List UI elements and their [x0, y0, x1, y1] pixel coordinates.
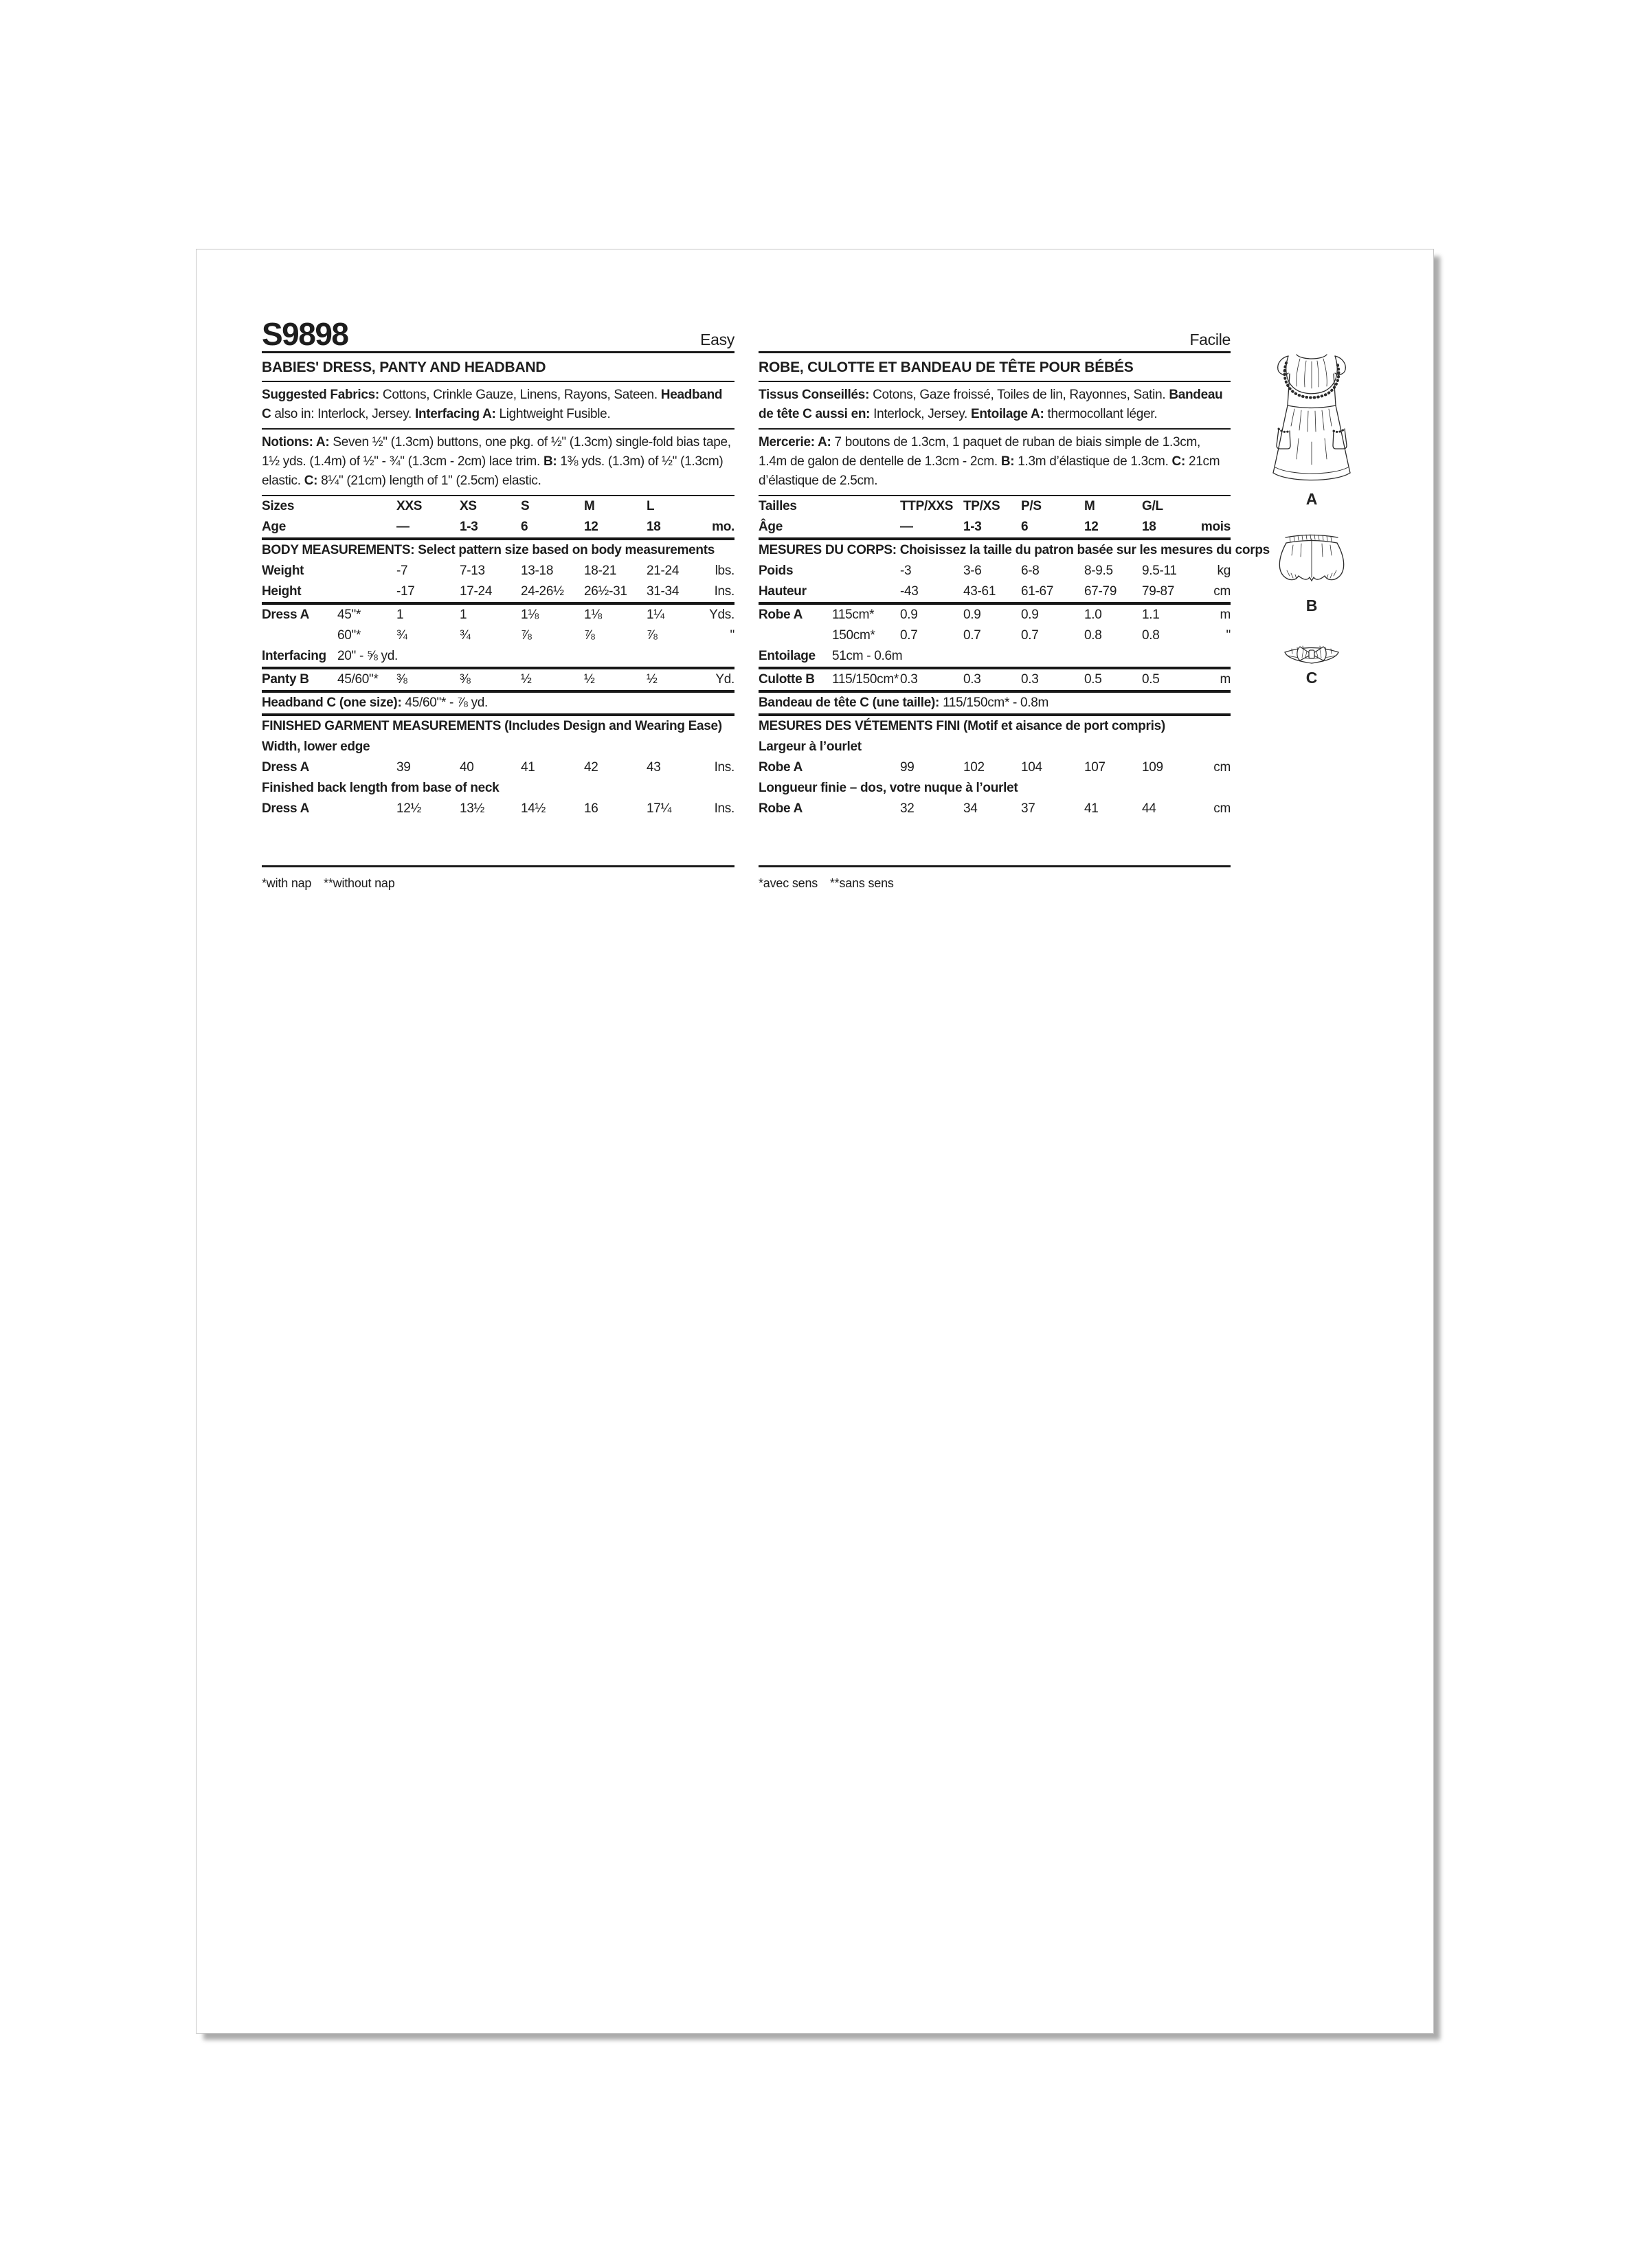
table-cell: 31-34	[647, 584, 680, 599]
text-segment: 21cm d’élastique de 2.5cm.	[759, 454, 1220, 488]
table-cell: -3	[900, 564, 912, 578]
table-cell: 0.3	[963, 672, 981, 687]
table-cell: 42	[584, 760, 598, 775]
table-cell: 51cm - 0.6m	[832, 649, 903, 663]
table-cell: 24-26½	[521, 584, 564, 599]
table-heading-longueur-finie	[759, 778, 1231, 799]
notions-paragraph	[262, 430, 734, 496]
table-row-hauteur	[759, 581, 1231, 602]
table-cell: kg	[1217, 564, 1231, 578]
text-segment: 1⅜ yds. (1.3m) of ½" (1.3cm) elastic.	[262, 454, 723, 488]
table-cell: 45/60"*	[337, 672, 379, 687]
table-cell: 60"*	[337, 628, 361, 643]
table-heading-finished-garment	[262, 716, 734, 737]
table-cell: 45"*	[337, 608, 361, 622]
text-segment: 7 boutons de 1.3cm, 1 paquet de ruban de biais simple de 1.3cm, 1.4m de galon de dentelle de 1.3cm - 2cm.	[759, 435, 1200, 469]
table-row-tailles	[759, 496, 1231, 517]
table-cell: 99	[900, 760, 915, 775]
table-cell: MESURES DU CORPS: Choisissez la taille du patron basée sur les mesures du corps	[759, 543, 1270, 557]
headband-c-label: C	[1305, 669, 1318, 687]
table-row-bandeau-c	[759, 693, 1231, 713]
table-row-weight	[262, 561, 734, 581]
table-cell: ⅜	[460, 672, 471, 687]
table-cell: 43-61	[963, 584, 996, 599]
table-cell: M	[1084, 499, 1095, 513]
table-cell: Yds.	[709, 608, 734, 622]
table-cell: -43	[900, 584, 919, 599]
table-cell: 1	[460, 608, 467, 622]
table-cell: TP/XS	[963, 499, 1000, 513]
table-row-poids	[759, 561, 1231, 581]
table-cell: 0.7	[900, 628, 918, 643]
table-cell: Robe A	[759, 608, 803, 622]
table-cell: Dress A	[262, 760, 310, 775]
table-cell: Age	[262, 520, 286, 534]
table-cell: 61-67	[1021, 584, 1054, 599]
table-cell: Height	[262, 584, 302, 599]
table-cell: G/L	[1142, 499, 1163, 513]
table-row-robe-a-longueur	[759, 799, 1231, 819]
table-row-robe-a-largeur	[759, 757, 1231, 778]
table-row-culotte-b	[759, 669, 1231, 690]
text-segment: Entoilage A:	[970, 407, 1044, 421]
table-cell: 0.5	[1084, 672, 1102, 687]
table-cell: 17¼	[647, 801, 672, 816]
table-cell: 1¼	[647, 608, 664, 622]
garment-title-en: BABIES' DRESS, PANTY AND HEADBAND	[262, 353, 734, 382]
table-cell: M	[584, 499, 595, 513]
table-cell: 0.8	[1084, 628, 1102, 643]
difficulty-label-en: Easy	[700, 331, 734, 348]
table-cell: Longueur finie – dos, votre nuque à l’ourlet	[759, 781, 1018, 795]
table-heading-mesures-du-corps	[759, 540, 1270, 561]
table-heading-largeur-ourlet	[759, 737, 1231, 757]
text-segment: Interfacing A:	[414, 407, 496, 421]
table-cell: 44	[1142, 801, 1156, 816]
table-row-entoilage	[759, 646, 1231, 667]
table-cell: 41	[521, 760, 535, 775]
table-cell: ⅞	[647, 628, 658, 643]
table-cell: 3-6	[963, 564, 982, 578]
table-cell: 39	[396, 760, 411, 775]
table-cell: L	[647, 499, 655, 513]
table-cell: mo.	[712, 520, 734, 534]
table-cell: 6-8	[1021, 564, 1040, 578]
table-cell: Dress A	[262, 801, 310, 816]
table-cell: 102	[963, 760, 985, 775]
table-cell: ⅞	[584, 628, 595, 643]
table-cell: 21-24	[647, 564, 680, 578]
table-cell: 104	[1021, 760, 1042, 775]
garment-illustrations	[1246, 249, 1377, 944]
pattern-number: S9898	[262, 316, 348, 352]
table-cell: 6	[1021, 520, 1029, 534]
table-row-dress-a-45	[262, 605, 734, 625]
table-cell: cm	[1213, 584, 1231, 599]
table-cell: 0.3	[1021, 672, 1039, 687]
table-cell: 115/150cm*	[832, 672, 899, 687]
table-cell: —	[900, 520, 913, 534]
table-cell: 9.5-11	[1142, 564, 1177, 578]
english-column	[262, 316, 734, 890]
table-row-age-fr	[759, 517, 1231, 537]
table-cell: Finished back length from base of neck	[262, 781, 500, 795]
table-cell: TTP/XXS	[900, 499, 954, 513]
table-heading-mesures-vetements	[759, 716, 1231, 737]
text-segment: Interlock, Jersey.	[870, 407, 971, 421]
table-cell: 1	[396, 608, 404, 622]
table-cell: Width, lower edge	[262, 740, 370, 754]
table-cell: 115cm*	[832, 608, 875, 622]
table-cell: m	[1220, 672, 1231, 687]
table-cell: Dress A	[262, 608, 310, 622]
table-cell: 12½	[396, 801, 422, 816]
table-cell: Robe A	[759, 801, 803, 816]
table-row-dress-a-60	[262, 625, 734, 646]
table-row-panty-b	[262, 669, 734, 690]
table-cell: 20" - ⅝ yd.	[337, 649, 398, 663]
table-cell: 67-79	[1084, 584, 1117, 599]
table-cell: ½	[584, 672, 595, 687]
table-cell: 43	[647, 760, 661, 775]
text-segment: Notions: A:	[262, 435, 330, 449]
text-segment: also in: Interlock, Jersey.	[271, 407, 415, 421]
table-cell: 0.3	[900, 672, 918, 687]
text-segment: 45/60"* - ⅞ yd.	[405, 696, 489, 710]
table-heading-width-lower-edge	[262, 737, 734, 757]
table-cell: Tailles	[759, 499, 797, 513]
table-cell: Hauteur	[759, 584, 807, 599]
table-cell: Weight	[262, 564, 304, 578]
table-cell: lbs.	[715, 564, 734, 578]
table-row-height	[262, 581, 734, 602]
table-cell: 107	[1084, 760, 1106, 775]
table-cell: XS	[460, 499, 477, 513]
table-row-sizes	[262, 496, 734, 517]
table-cell: 13-18	[521, 564, 554, 578]
text-segment: thermocollant léger.	[1044, 407, 1158, 421]
table-cell: 0.5	[1142, 672, 1160, 687]
table-row-robe-a-115	[759, 605, 1231, 625]
table-cell: 16	[584, 801, 598, 816]
table-cell: Âge	[759, 520, 783, 534]
text-segment: 8¼" (21cm) length of 1" (2.5cm) elastic.	[317, 474, 541, 488]
table-cell: Poids	[759, 564, 794, 578]
text-segment: Bandeau de tête C (une taille):	[759, 696, 943, 710]
table-row-dress-a-length	[262, 799, 734, 819]
table-cell: P/S	[1021, 499, 1042, 513]
table-row-age	[262, 517, 734, 537]
table-cell: 32	[900, 801, 915, 816]
text-segment: B:	[1000, 454, 1015, 469]
table-cell: Entoilage	[759, 649, 816, 663]
text-segment: Seven ½" (1.3cm) buttons, one pkg. of ½" (1.3cm) single-fold bias tape, 1½ yds. (1.4m) of ½" - ¾" (1.3cm - 2cm) lace trim.	[262, 435, 731, 469]
table-cell: Largeur à l’ourlet	[759, 740, 862, 754]
table-cell: 109	[1142, 760, 1163, 775]
text-segment: 1.3m d’élastique de 1.3cm.	[1014, 454, 1172, 469]
text-segment: C:	[304, 474, 318, 488]
header-row-fr	[759, 318, 1231, 353]
table-row-dress-a-width	[262, 757, 734, 778]
table-cell: —	[396, 520, 410, 534]
text-segment: Cottons, Crinkle Gauze, Linens, Rayons, Sateen.	[379, 388, 661, 402]
table-cell: 40	[460, 760, 474, 775]
text-segment: Lightweight Fusible.	[495, 407, 611, 421]
table-heading-body-measurements	[262, 540, 734, 561]
table-cell: Robe A	[759, 760, 803, 775]
table-cell: 12	[1084, 520, 1099, 534]
dress-a-illustration	[1253, 348, 1370, 489]
table-cell: ¾	[396, 628, 407, 643]
pattern-envelope-back-page	[196, 249, 1434, 2034]
table-cell: XXS	[396, 499, 423, 513]
garment-title-fr: ROBE, CULOTTE ET BANDEAU DE TÊTE POUR BÉBÉS	[759, 353, 1231, 382]
text-segment: 115/150cm* - 0.8m	[943, 696, 1049, 710]
text-segment: Headband C (one size):	[262, 696, 405, 710]
french-column	[759, 318, 1270, 890]
table-cell: Sizes	[262, 499, 295, 513]
text-segment: Mercerie: A:	[759, 435, 831, 449]
table-cell: BODY MEASUREMENTS: Select pattern size based on body measurements	[262, 543, 715, 557]
table-heading-back-length	[262, 778, 734, 799]
footnote-fr: *avec sens **sans sens	[759, 865, 1231, 893]
table-cell: MESURES DES VÉTEMENTS FINI (Motif et aisance de port compris)	[759, 719, 1165, 733]
table-cell: 150cm*	[832, 628, 875, 643]
table-cell: 14½	[521, 801, 546, 816]
table-cell: 0.7	[963, 628, 981, 643]
table-cell: 18	[1142, 520, 1156, 534]
mercerie-paragraph	[759, 430, 1231, 496]
panty-b-illustration	[1270, 528, 1353, 591]
table-cell: cm	[1213, 801, 1231, 816]
table-cell: Panty B	[262, 672, 309, 687]
table-cell: S	[521, 499, 530, 513]
table-cell: mois	[1200, 520, 1231, 534]
table-cell: 18	[647, 520, 661, 534]
table-cell: 0.9	[900, 608, 918, 622]
table-cell: ¾	[460, 628, 471, 643]
table-cell: ⅜	[396, 672, 407, 687]
text-segment: Bandeau de tête C aussi en:	[759, 388, 1223, 421]
table-cell: 6	[521, 520, 528, 534]
table-row-robe-a-150	[759, 625, 1231, 646]
table-cell: Interfacing	[262, 649, 326, 663]
table-cell: 79-87	[1142, 584, 1175, 599]
text-segment: Cotons, Gaze froissé, Toiles de lin, Rayonnes, Satin.	[869, 388, 1169, 402]
table-cell: 1-3	[963, 520, 982, 534]
text-segment: Suggested Fabrics:	[262, 388, 379, 402]
table-cell: ½	[521, 672, 532, 687]
table-cell: Ins.	[714, 760, 734, 775]
table-cell: Culotte B	[759, 672, 815, 687]
table-cell: 0.7	[1021, 628, 1039, 643]
text-segment: B:	[543, 454, 557, 469]
table-cell: "	[1226, 628, 1231, 643]
table-cell: 0.9	[1021, 608, 1039, 622]
table-cell: 41	[1084, 801, 1099, 816]
table-cell: 7-13	[460, 564, 485, 578]
difficulty-label-fr: Facile	[1189, 331, 1231, 348]
table-cell: 13½	[460, 801, 485, 816]
table-cell: -17	[396, 584, 415, 599]
table-cell: 1.1	[1142, 608, 1160, 622]
table-cell: 0.9	[963, 608, 981, 622]
table-cell: 34	[963, 801, 978, 816]
table-cell: 0.8	[1142, 628, 1160, 643]
table-cell: 1⅛	[521, 608, 539, 622]
table-cell: 1⅛	[584, 608, 602, 622]
tissus-conseilles-paragraph	[759, 382, 1231, 430]
table-cell: Yd.	[715, 672, 734, 687]
table-cell: Ins.	[714, 801, 734, 816]
table-cell: 18-21	[584, 564, 617, 578]
table-cell: 1-3	[460, 520, 478, 534]
table-cell: m	[1220, 608, 1231, 622]
footnote-en: *with nap **without nap	[262, 865, 734, 893]
panty-b-label: B	[1305, 597, 1318, 614]
table-cell: "	[730, 628, 734, 643]
header-row-en	[262, 318, 734, 353]
dress-a-label: A	[1305, 490, 1318, 508]
suggested-fabrics-paragraph	[262, 382, 734, 430]
table-cell: 1.0	[1084, 608, 1102, 622]
table-row-interfacing	[262, 646, 734, 667]
table-cell: FINISHED GARMENT MEASUREMENTS (Includes Design and Wearing Ease)	[262, 719, 722, 733]
table-cell: Ins.	[714, 584, 734, 599]
table-cell: 12	[584, 520, 598, 534]
table-cell: 26½-31	[584, 584, 627, 599]
table-row-headband-c	[262, 693, 734, 713]
table-cell: 17-24	[460, 584, 493, 599]
text-segment: Headband C	[262, 388, 723, 421]
table-cell: 8-9.5	[1084, 564, 1113, 578]
text-segment: C:	[1171, 454, 1185, 469]
table-cell: ⅞	[521, 628, 532, 643]
table-cell: cm	[1213, 760, 1231, 775]
headband-c-illustration	[1281, 640, 1343, 670]
table-cell: 37	[1021, 801, 1035, 816]
table-cell: -7	[396, 564, 408, 578]
table-cell: ½	[647, 672, 658, 687]
text-segment: Tissus Conseillés:	[759, 388, 870, 402]
